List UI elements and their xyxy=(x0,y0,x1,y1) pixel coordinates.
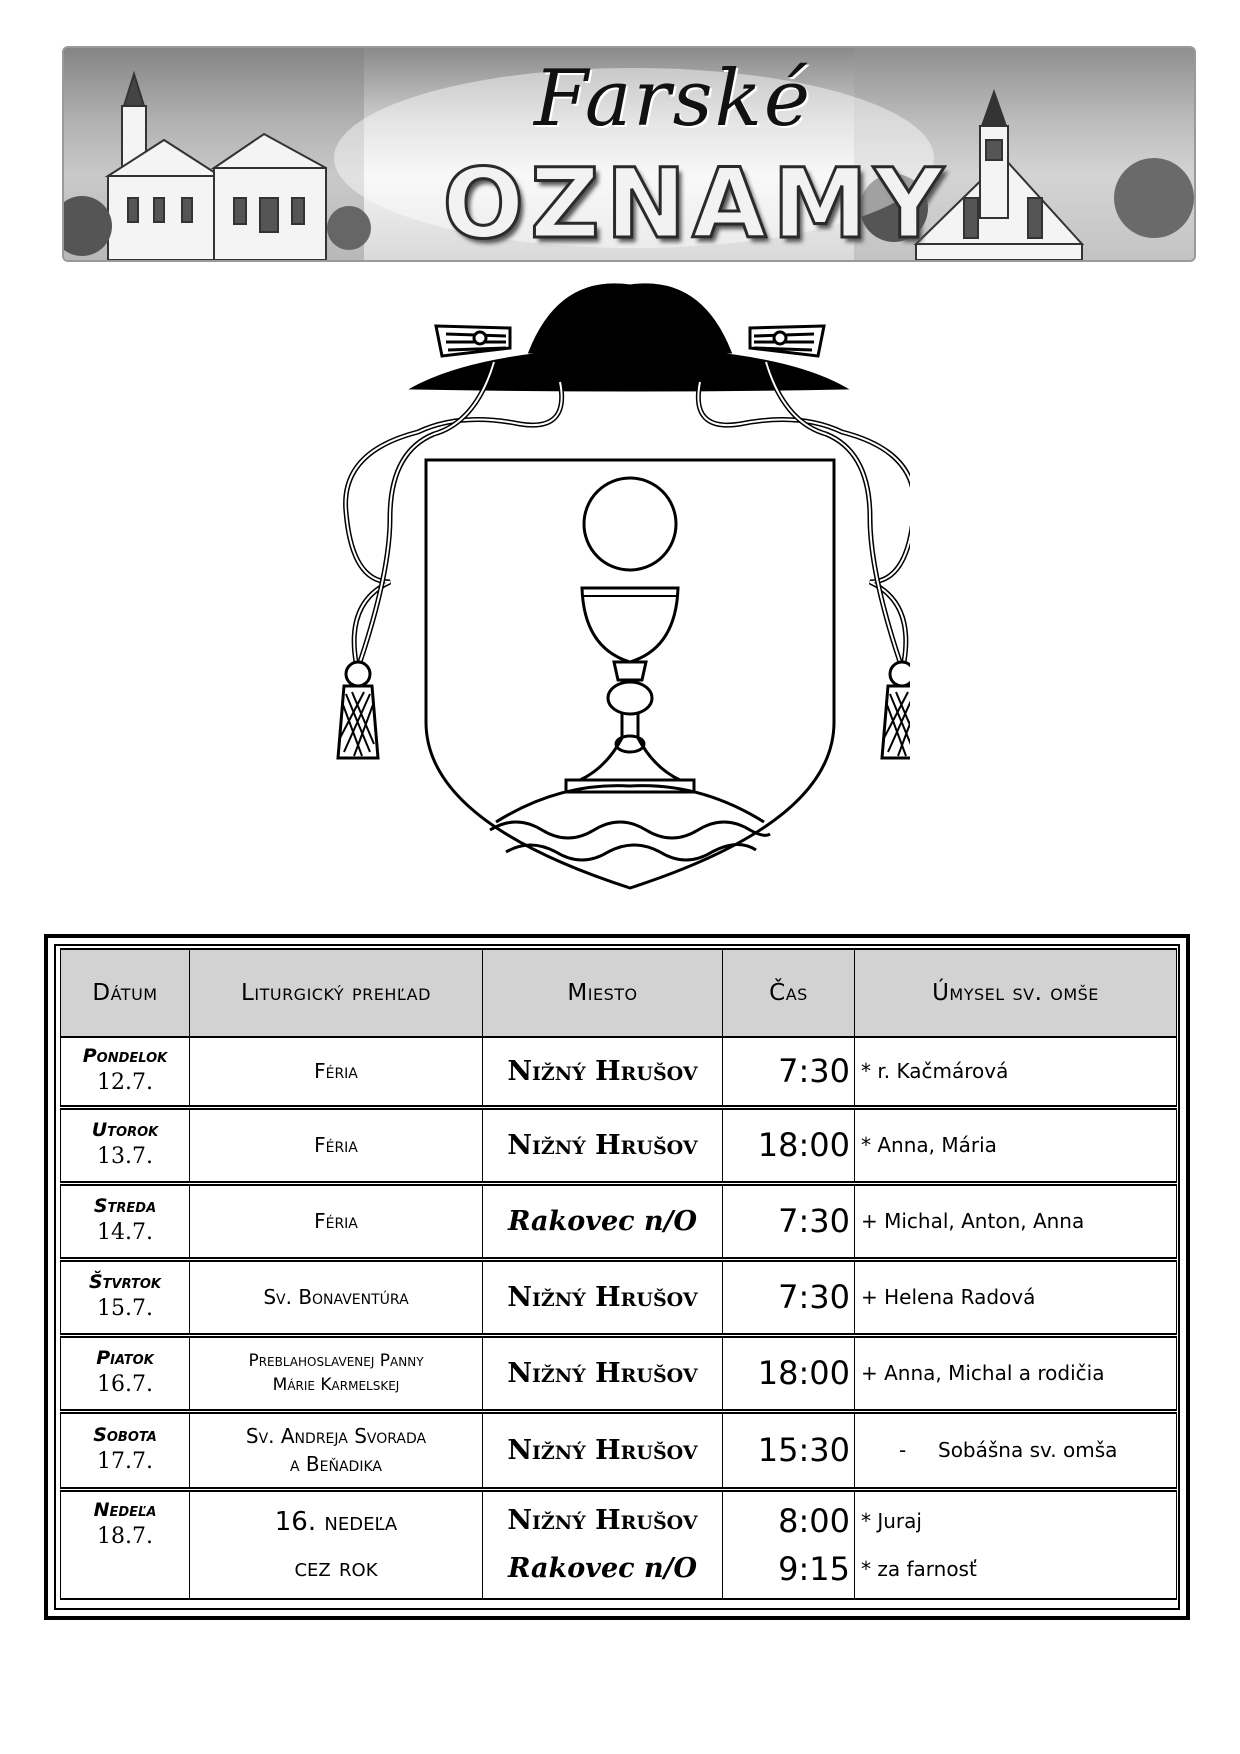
liturgy-text: Féria xyxy=(314,1059,358,1084)
liturgy-cell xyxy=(190,1335,483,1411)
intention-cell: + Helena Radová xyxy=(855,1259,1177,1335)
day-name: Pondelok xyxy=(82,1045,168,1068)
place-cell: Nižný Hrušov xyxy=(483,1107,723,1183)
banner-title-main: OZNAMY xyxy=(442,148,950,260)
liturgy-cell xyxy=(190,1259,483,1335)
time-cell: 15:30 xyxy=(723,1411,855,1489)
table-row xyxy=(61,1335,1177,1411)
intention-cell: * Anna, Mária xyxy=(855,1107,1177,1183)
date-cell xyxy=(61,1411,190,1489)
time-cell: 7:30 xyxy=(723,1259,855,1335)
time-entry-2: 9:15 xyxy=(778,1549,850,1588)
intention-cell: + Michal, Anton, Anna xyxy=(855,1183,1177,1259)
date-value: 13.7. xyxy=(97,1144,153,1169)
liturgy-cell xyxy=(190,1183,483,1259)
intention-cell: + Anna, Michal a rodičia xyxy=(855,1335,1177,1411)
header-liturgy: Liturgický prehľad xyxy=(190,949,483,1037)
banner-title-script: Farské xyxy=(534,54,813,144)
place-cell xyxy=(483,1489,723,1599)
liturgy-cell xyxy=(190,1411,483,1489)
liturgy-text-line-1: Sv. Andreja Svorada xyxy=(245,1424,427,1448)
intention-cell: * r. Kačmárová xyxy=(855,1037,1177,1107)
intention-entry-2: * za farnosť xyxy=(861,1556,977,1581)
date-cell xyxy=(61,1183,190,1259)
header-date: Dátum xyxy=(61,949,190,1037)
date-cell xyxy=(61,1037,190,1107)
table-row xyxy=(61,1183,1177,1259)
mass-schedule-table xyxy=(60,948,1177,1600)
hat-crown xyxy=(530,285,730,352)
liturgy-cell xyxy=(190,1107,483,1183)
time-cell xyxy=(723,1489,855,1599)
liturgy-text-line-1: 16. nedeľa xyxy=(274,1506,398,1537)
liturgy-text-line-2: Márie Karmelskej xyxy=(272,1375,400,1395)
intention-cell xyxy=(855,1489,1177,1599)
date-value: 17.7. xyxy=(97,1449,153,1474)
place-cell: Rakovec n/O xyxy=(483,1183,723,1259)
place-cell: Nižný Hrušov xyxy=(483,1037,723,1107)
table-header-row xyxy=(61,949,1177,1037)
date-value: 12.7. xyxy=(97,1070,153,1096)
left-church-image xyxy=(64,48,371,260)
header-time: Čas xyxy=(723,949,855,1037)
liturgy-text: Féria xyxy=(314,1209,358,1233)
place-entry-1: Nižný Hrušov xyxy=(507,1505,698,1537)
intention-cell: - Sobášna sv. omša xyxy=(855,1411,1177,1489)
header-place: Miesto xyxy=(483,949,723,1037)
day-name: Štvrtok xyxy=(88,1271,162,1293)
day-name: Piatok xyxy=(96,1347,154,1369)
liturgy-text-line-2: a Beňadika xyxy=(290,1452,382,1476)
date-cell xyxy=(61,1259,190,1335)
date-value: 15.7. xyxy=(97,1296,153,1321)
time-cell: 7:30 xyxy=(723,1183,855,1259)
day-name: Sobota xyxy=(93,1424,157,1446)
table-row xyxy=(61,1489,1177,1599)
place-cell: Nižný Hrušov xyxy=(483,1411,723,1489)
date-value: 14.7. xyxy=(97,1220,153,1245)
place-cell: Nižný Hrušov xyxy=(483,1335,723,1411)
header-banner xyxy=(62,46,1196,262)
coat-of-arms-emblem xyxy=(330,282,910,902)
table-row xyxy=(61,1259,1177,1335)
liturgy-cell xyxy=(190,1037,483,1107)
liturgy-text: Sv. Bonaventúra xyxy=(263,1285,409,1309)
table-row xyxy=(61,1411,1177,1489)
day-name: Nedeľa xyxy=(93,1498,157,1521)
time-cell: 7:30 xyxy=(723,1037,855,1107)
left-tassel xyxy=(338,662,378,758)
liturgy-cell xyxy=(190,1489,483,1599)
time-cell: 18:00 xyxy=(723,1107,855,1183)
hat-brim xyxy=(414,348,844,390)
time-cell: 18:00 xyxy=(723,1335,855,1411)
liturgy-text: Féria xyxy=(314,1133,358,1157)
table-row xyxy=(61,1037,1177,1107)
liturgy-text-line-1: Preblahoslavenej Panny xyxy=(248,1351,424,1371)
header-intention: Úmysel sv. omše xyxy=(855,949,1177,1037)
place-cell: Nižný Hrušov xyxy=(483,1259,723,1335)
day-name: Utorok xyxy=(91,1119,159,1141)
date-value: 18.7. xyxy=(97,1523,153,1549)
time-entry-1: 8:00 xyxy=(778,1501,850,1540)
intention-entry-1: * Juraj xyxy=(861,1508,922,1533)
right-tassel xyxy=(882,662,910,758)
date-cell xyxy=(61,1107,190,1183)
table-row xyxy=(61,1107,1177,1183)
date-cell xyxy=(61,1335,190,1411)
date-cell xyxy=(61,1489,190,1599)
date-value: 16.7. xyxy=(97,1372,153,1397)
liturgy-text-line-2: cez rok xyxy=(294,1552,378,1583)
place-entry-2: Rakovec n/O xyxy=(508,1553,697,1585)
day-name: Streda xyxy=(93,1195,157,1217)
